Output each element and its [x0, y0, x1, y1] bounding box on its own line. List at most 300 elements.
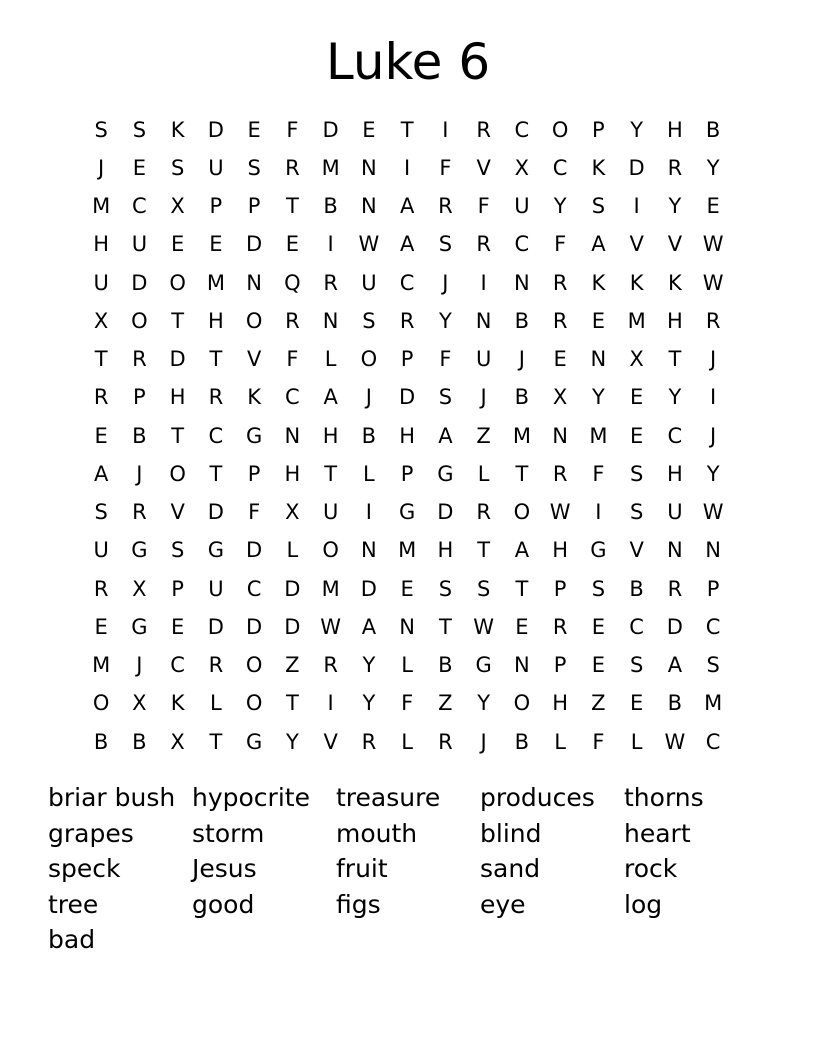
grid-letter: W — [702, 232, 724, 257]
grid-letter: E — [209, 232, 223, 257]
grid-letter: M — [206, 270, 225, 295]
grid-letter: Y — [668, 385, 682, 410]
grid-letter: W — [473, 614, 494, 639]
grid-letter: X — [629, 347, 644, 372]
grid-letter: H — [666, 308, 683, 333]
grid-letter: E — [132, 155, 147, 180]
grid-letter: D — [666, 614, 683, 639]
grid-letter: U — [514, 194, 530, 219]
grid-letter: I — [404, 155, 411, 180]
grid-letter: K — [667, 270, 682, 295]
puzzle-title: Luke 6 — [325, 33, 491, 91]
grid-letter: S — [629, 461, 644, 486]
grid-letter: O — [551, 117, 569, 142]
grid-letter: M — [398, 538, 417, 563]
grid-letter: U — [361, 270, 377, 295]
grid-letter: T — [171, 423, 185, 448]
grid-letter: Y — [477, 691, 491, 716]
grid-letter: K — [170, 117, 185, 142]
word-list-item: eye — [480, 889, 526, 919]
grid-letter: I — [365, 500, 372, 525]
grid-letter: T — [324, 461, 338, 486]
grid-letter: Y — [362, 653, 376, 678]
grid-letter: E — [515, 614, 529, 639]
grid-letter: Z — [591, 691, 606, 716]
grid-letter: R — [399, 308, 415, 333]
grid-letter: T — [400, 117, 414, 142]
grid-letter: E — [553, 347, 567, 372]
grid-letter: S — [591, 576, 606, 601]
grid-letter: U — [475, 347, 492, 372]
grid-letter: P — [553, 653, 567, 678]
word-list-item: good — [192, 889, 255, 919]
word-list-item: hypocrite — [192, 783, 310, 812]
grid-letter: W — [702, 500, 724, 525]
grid-letter: N — [361, 155, 377, 180]
grid-letter: F — [592, 729, 605, 754]
grid-letter: F — [439, 155, 452, 180]
word-list-item: log — [624, 889, 663, 919]
grid-letter: D — [207, 500, 224, 525]
grid-letter: B — [667, 691, 683, 716]
grid-letter: E — [400, 576, 414, 601]
grid-letter: O — [360, 347, 378, 372]
grid-letter: N — [399, 614, 415, 639]
grid-letter: Z — [476, 423, 491, 448]
grid-letter: C — [514, 232, 530, 257]
grid-letter: R — [667, 155, 683, 180]
grid-letter: U — [93, 538, 109, 563]
grid-letter: A — [667, 653, 683, 678]
grid-letter: S — [170, 155, 185, 180]
grid-letter: D — [169, 347, 186, 372]
grid-letter: F — [248, 500, 261, 525]
grid-letter: F — [439, 347, 452, 372]
grid-letter: C — [629, 614, 644, 639]
grid-letter: R — [667, 576, 683, 601]
grid-letter: R — [323, 270, 338, 295]
grid-letter: T — [285, 691, 299, 716]
grid-letter: V — [629, 232, 644, 257]
word-list-item: sand — [480, 854, 541, 883]
grid-letter: R — [552, 614, 568, 639]
grid-letter: A — [361, 614, 377, 639]
grid-letter: T — [668, 347, 682, 372]
grid-letter: E — [629, 423, 644, 448]
grid-letter: N — [705, 538, 721, 563]
grid-letter: U — [208, 576, 224, 601]
grid-letter: J — [710, 423, 717, 448]
grid-letter: P — [706, 576, 720, 601]
grid-letter: A — [514, 538, 530, 563]
grid-letter: N — [514, 270, 530, 295]
grid-letter: R — [285, 155, 300, 180]
grid-letter: R — [476, 117, 491, 142]
grid-letter: K — [247, 385, 262, 410]
grid-letter: C — [552, 155, 568, 180]
grid-letter: C — [514, 117, 530, 142]
grid-letter: C — [208, 423, 224, 448]
grid-letter: D — [399, 385, 416, 410]
grid-letter: D — [437, 500, 454, 525]
grid-letter: B — [361, 423, 377, 448]
grid-letter: V — [170, 500, 185, 525]
grid-letter: S — [170, 538, 185, 563]
word-list-item: speck — [48, 854, 121, 883]
grid-letter: M — [321, 155, 340, 180]
grid-letter: E — [247, 117, 261, 142]
grid-letter: H — [284, 461, 301, 486]
grid-letter: M — [704, 691, 723, 716]
grid-letter: V — [629, 538, 644, 563]
grid-letter: P — [592, 117, 605, 142]
word-list-item: thorns — [624, 783, 704, 812]
grid-letter: E — [94, 614, 108, 639]
grid-letter: N — [667, 538, 683, 563]
grid-letter: R — [552, 461, 568, 486]
grid-letter: G — [207, 538, 225, 563]
grid-letter: D — [628, 155, 645, 180]
grid-letter: O — [169, 270, 186, 295]
grid-letter: E — [591, 614, 606, 639]
grid-letter: L — [401, 653, 413, 678]
grid-letter: B — [705, 117, 721, 142]
grid-letter: E — [591, 653, 606, 678]
grid-letter: R — [132, 500, 147, 525]
grid-letter: O — [169, 461, 186, 486]
grid-letter: H — [322, 423, 339, 448]
grid-letter: S — [706, 653, 720, 678]
grid-letter: K — [170, 691, 185, 716]
grid-letter: R — [132, 347, 147, 372]
grid-letter: T — [209, 729, 223, 754]
grid-letter: S — [247, 155, 261, 180]
grid-letter: B — [323, 194, 338, 219]
grid-letter: I — [595, 500, 602, 525]
grid-letter: T — [171, 308, 185, 333]
grid-letter: S — [629, 653, 644, 678]
grid-letter: W — [358, 232, 380, 257]
grid-letter: F — [286, 117, 299, 142]
grid-letter: B — [514, 385, 530, 410]
word-list-item: storm — [192, 818, 265, 848]
grid-letter: H — [666, 461, 683, 486]
grid-letter: S — [438, 576, 453, 601]
grid-letter: T — [438, 614, 452, 639]
grid-letter: B — [514, 729, 530, 754]
grid-letter: D — [322, 117, 339, 142]
grid-letter: R — [438, 729, 453, 754]
grid-letter: B — [132, 423, 147, 448]
grid-letter: Y — [362, 691, 376, 716]
grid-letter: G — [131, 614, 148, 639]
grid-letter: L — [630, 729, 643, 754]
grid-letter: N — [246, 270, 262, 295]
grid-letter: U — [322, 500, 339, 525]
grid-letter: P — [171, 576, 184, 601]
grid-letter: D — [246, 232, 263, 257]
grid-letter: P — [247, 461, 261, 486]
grid-letter: J — [442, 270, 449, 295]
grid-letter: D — [207, 117, 224, 142]
grid-letter: N — [322, 308, 339, 333]
grid-letter: M — [321, 576, 340, 601]
grid-letter: N — [514, 653, 530, 678]
grid-letter: X — [132, 691, 147, 716]
grid-letter: P — [553, 576, 567, 601]
grid-letter: F — [592, 461, 605, 486]
grid-letter: I — [480, 270, 487, 295]
grid-letter: S — [476, 576, 491, 601]
grid-letter: D — [131, 270, 148, 295]
grid-letter: A — [93, 461, 109, 486]
grid-letter: I — [442, 117, 449, 142]
grid-letter: R — [93, 576, 109, 601]
word-list-item: Jesus — [192, 854, 257, 883]
grid-letter: J — [480, 385, 487, 410]
grid-letter: H — [552, 691, 569, 716]
grid-letter: S — [362, 308, 376, 333]
grid-letter: T — [477, 538, 491, 563]
grid-letter: N — [361, 538, 377, 563]
grid-letter: C — [705, 614, 721, 639]
grid-letter: T — [515, 576, 529, 601]
grid-letter: U — [131, 232, 148, 257]
grid-letter: G — [245, 423, 263, 448]
letter-grid — [82, 111, 732, 761]
grid-letter: H — [437, 538, 454, 563]
grid-letter: L — [477, 461, 490, 486]
grid-letter: I — [710, 385, 717, 410]
grid-letter: C — [132, 194, 147, 219]
word-list-item: grapes — [48, 818, 134, 848]
grid-letter: B — [514, 308, 530, 333]
grid-letter: E — [94, 423, 108, 448]
grid-letter: J — [365, 385, 372, 410]
grid-letter: W — [320, 614, 341, 639]
grid-letter: B — [629, 576, 644, 601]
grid-letter: Z — [285, 653, 300, 678]
word-list-item: blind — [480, 818, 542, 848]
grid-letter: E — [285, 232, 300, 257]
grid-letter: R — [361, 729, 377, 754]
grid-letter: Z — [438, 691, 453, 716]
grid-letter: F — [401, 691, 414, 716]
grid-letter: F — [554, 232, 567, 257]
grid-letter: J — [136, 461, 143, 486]
grid-letter: J — [518, 347, 525, 372]
word-list-item: briar bush — [48, 783, 176, 812]
grid-letter: I — [327, 691, 334, 716]
grid-letter: M — [92, 194, 111, 219]
grid-letter: N — [552, 423, 568, 448]
grid-letter: G — [398, 500, 416, 525]
grid-letter: K — [591, 270, 606, 295]
grid-letter: N — [590, 347, 607, 372]
grid-letter: L — [324, 347, 337, 372]
grid-letter: L — [286, 538, 299, 563]
grid-letter: O — [322, 538, 339, 563]
grid-letter: O — [245, 308, 263, 333]
grid-letter: H — [552, 538, 569, 563]
grid-letter: W — [549, 500, 571, 525]
grid-letter: V — [246, 347, 262, 372]
grid-letter: T — [515, 461, 529, 486]
grid-letter: C — [285, 385, 300, 410]
grid-letter: P — [133, 385, 146, 410]
grid-letter: H — [93, 232, 110, 257]
word-list-item: mouth — [336, 818, 418, 848]
grid-letter: O — [92, 691, 110, 716]
grid-letter: X — [170, 729, 185, 754]
grid-letter: G — [245, 729, 263, 754]
grid-letter: B — [438, 653, 453, 678]
grid-letter: U — [93, 270, 109, 295]
grid-letter: A — [323, 385, 338, 410]
grid-letter: J — [710, 347, 717, 372]
grid-letter: A — [591, 232, 606, 257]
grid-letter: X — [170, 194, 185, 219]
grid-letter: V — [323, 729, 338, 754]
grid-letter: R — [323, 653, 338, 678]
grid-letter: Y — [438, 308, 452, 333]
grid-letter: T — [209, 347, 223, 372]
grid-letter: Y — [668, 194, 682, 219]
grid-letter: G — [590, 538, 607, 563]
grid-letter: O — [131, 308, 148, 333]
word-list-item: heart — [624, 818, 691, 848]
grid-letter: D — [246, 614, 263, 639]
grid-letter: U — [667, 500, 683, 525]
grid-letter: N — [361, 194, 377, 219]
grid-letter: E — [591, 308, 606, 333]
grid-letter: D — [284, 576, 301, 601]
word-list-item: figs — [336, 889, 381, 919]
grid-letter: L — [554, 729, 566, 754]
grid-letter: C — [667, 423, 683, 448]
grid-letter: M — [92, 653, 111, 678]
grid-letter: R — [552, 270, 568, 295]
grid-letter: Y — [553, 194, 567, 219]
grid-letter: L — [401, 729, 413, 754]
grid-letter: H — [169, 385, 186, 410]
grid-letter: U — [208, 155, 224, 180]
word-list-item: fruit — [336, 854, 388, 883]
grid-letter: P — [247, 194, 261, 219]
grid-letter: O — [245, 691, 263, 716]
grid-letter: D — [360, 576, 377, 601]
grid-letter: F — [286, 347, 299, 372]
grid-letter: E — [629, 691, 644, 716]
grid-letter: N — [475, 308, 492, 333]
grid-letter: X — [93, 308, 109, 333]
grid-letter: V — [667, 232, 683, 257]
grid-letter: E — [362, 117, 376, 142]
grid-letter: G — [475, 653, 492, 678]
grid-letter: Y — [630, 117, 644, 142]
grid-letter: S — [94, 500, 108, 525]
grid-letter: C — [705, 729, 721, 754]
grid-letter: S — [438, 232, 453, 257]
grid-letter: W — [702, 270, 724, 295]
grid-letter: X — [514, 155, 530, 180]
grid-letter: Y — [285, 729, 299, 754]
grid-letter: E — [170, 614, 185, 639]
grid-letter: R — [476, 232, 491, 257]
grid-letter: R — [93, 385, 109, 410]
grid-letter: R — [705, 308, 721, 333]
grid-letter: M — [627, 308, 646, 333]
grid-letter: A — [399, 194, 415, 219]
grid-letter: Y — [591, 385, 605, 410]
grid-letter: R — [208, 653, 224, 678]
grid-letter: S — [94, 117, 108, 142]
grid-letter: K — [591, 155, 606, 180]
grid-letter: E — [170, 232, 185, 257]
grid-letter: I — [633, 194, 640, 219]
grid-letter: R — [208, 385, 224, 410]
grid-letter: M — [512, 423, 531, 448]
grid-letter: P — [400, 461, 414, 486]
grid-letter: O — [245, 653, 263, 678]
grid-letter: I — [327, 232, 334, 257]
grid-letter: O — [513, 691, 531, 716]
grid-letter: C — [170, 653, 185, 678]
grid-letter: D — [246, 538, 263, 563]
grid-letter: Q — [284, 270, 301, 295]
grid-letter: C — [246, 576, 262, 601]
grid-letter: C — [399, 270, 415, 295]
word-list-item: rock — [624, 854, 678, 883]
grid-letter: X — [285, 500, 300, 525]
grid-letter: T — [285, 194, 299, 219]
grid-letter: D — [207, 614, 224, 639]
grid-letter: P — [209, 194, 223, 219]
grid-letter: T — [209, 461, 223, 486]
grid-letter: S — [132, 117, 147, 142]
grid-letter: L — [363, 461, 375, 486]
word-list-item: produces — [480, 783, 595, 812]
grid-letter: R — [438, 194, 453, 219]
grid-letter: A — [438, 423, 453, 448]
grid-letter: D — [284, 614, 301, 639]
grid-letter: L — [210, 691, 222, 716]
grid-letter: J — [480, 729, 487, 754]
grid-letter: E — [629, 385, 644, 410]
grid-letter: H — [207, 308, 224, 333]
grid-letter: E — [706, 194, 720, 219]
grid-letter: A — [399, 232, 415, 257]
grid-letter: S — [629, 500, 644, 525]
word-list — [48, 780, 768, 958]
grid-letter: R — [285, 308, 300, 333]
word-list-item: bad — [48, 925, 96, 954]
grid-letter: G — [437, 461, 454, 486]
grid-letter: T — [94, 347, 108, 372]
grid-letter: J — [136, 653, 143, 678]
grid-letter: G — [131, 538, 148, 563]
grid-letter: P — [400, 347, 414, 372]
grid-letter: J — [98, 155, 105, 180]
grid-letter: Y — [706, 155, 720, 180]
grid-letter: X — [552, 385, 568, 410]
grid-letter: W — [664, 729, 686, 754]
grid-letter: K — [629, 270, 644, 295]
grid-letter: H — [399, 423, 416, 448]
grid-letter: H — [666, 117, 683, 142]
word-list-item: tree — [48, 889, 99, 919]
grid-letter: X — [132, 576, 147, 601]
